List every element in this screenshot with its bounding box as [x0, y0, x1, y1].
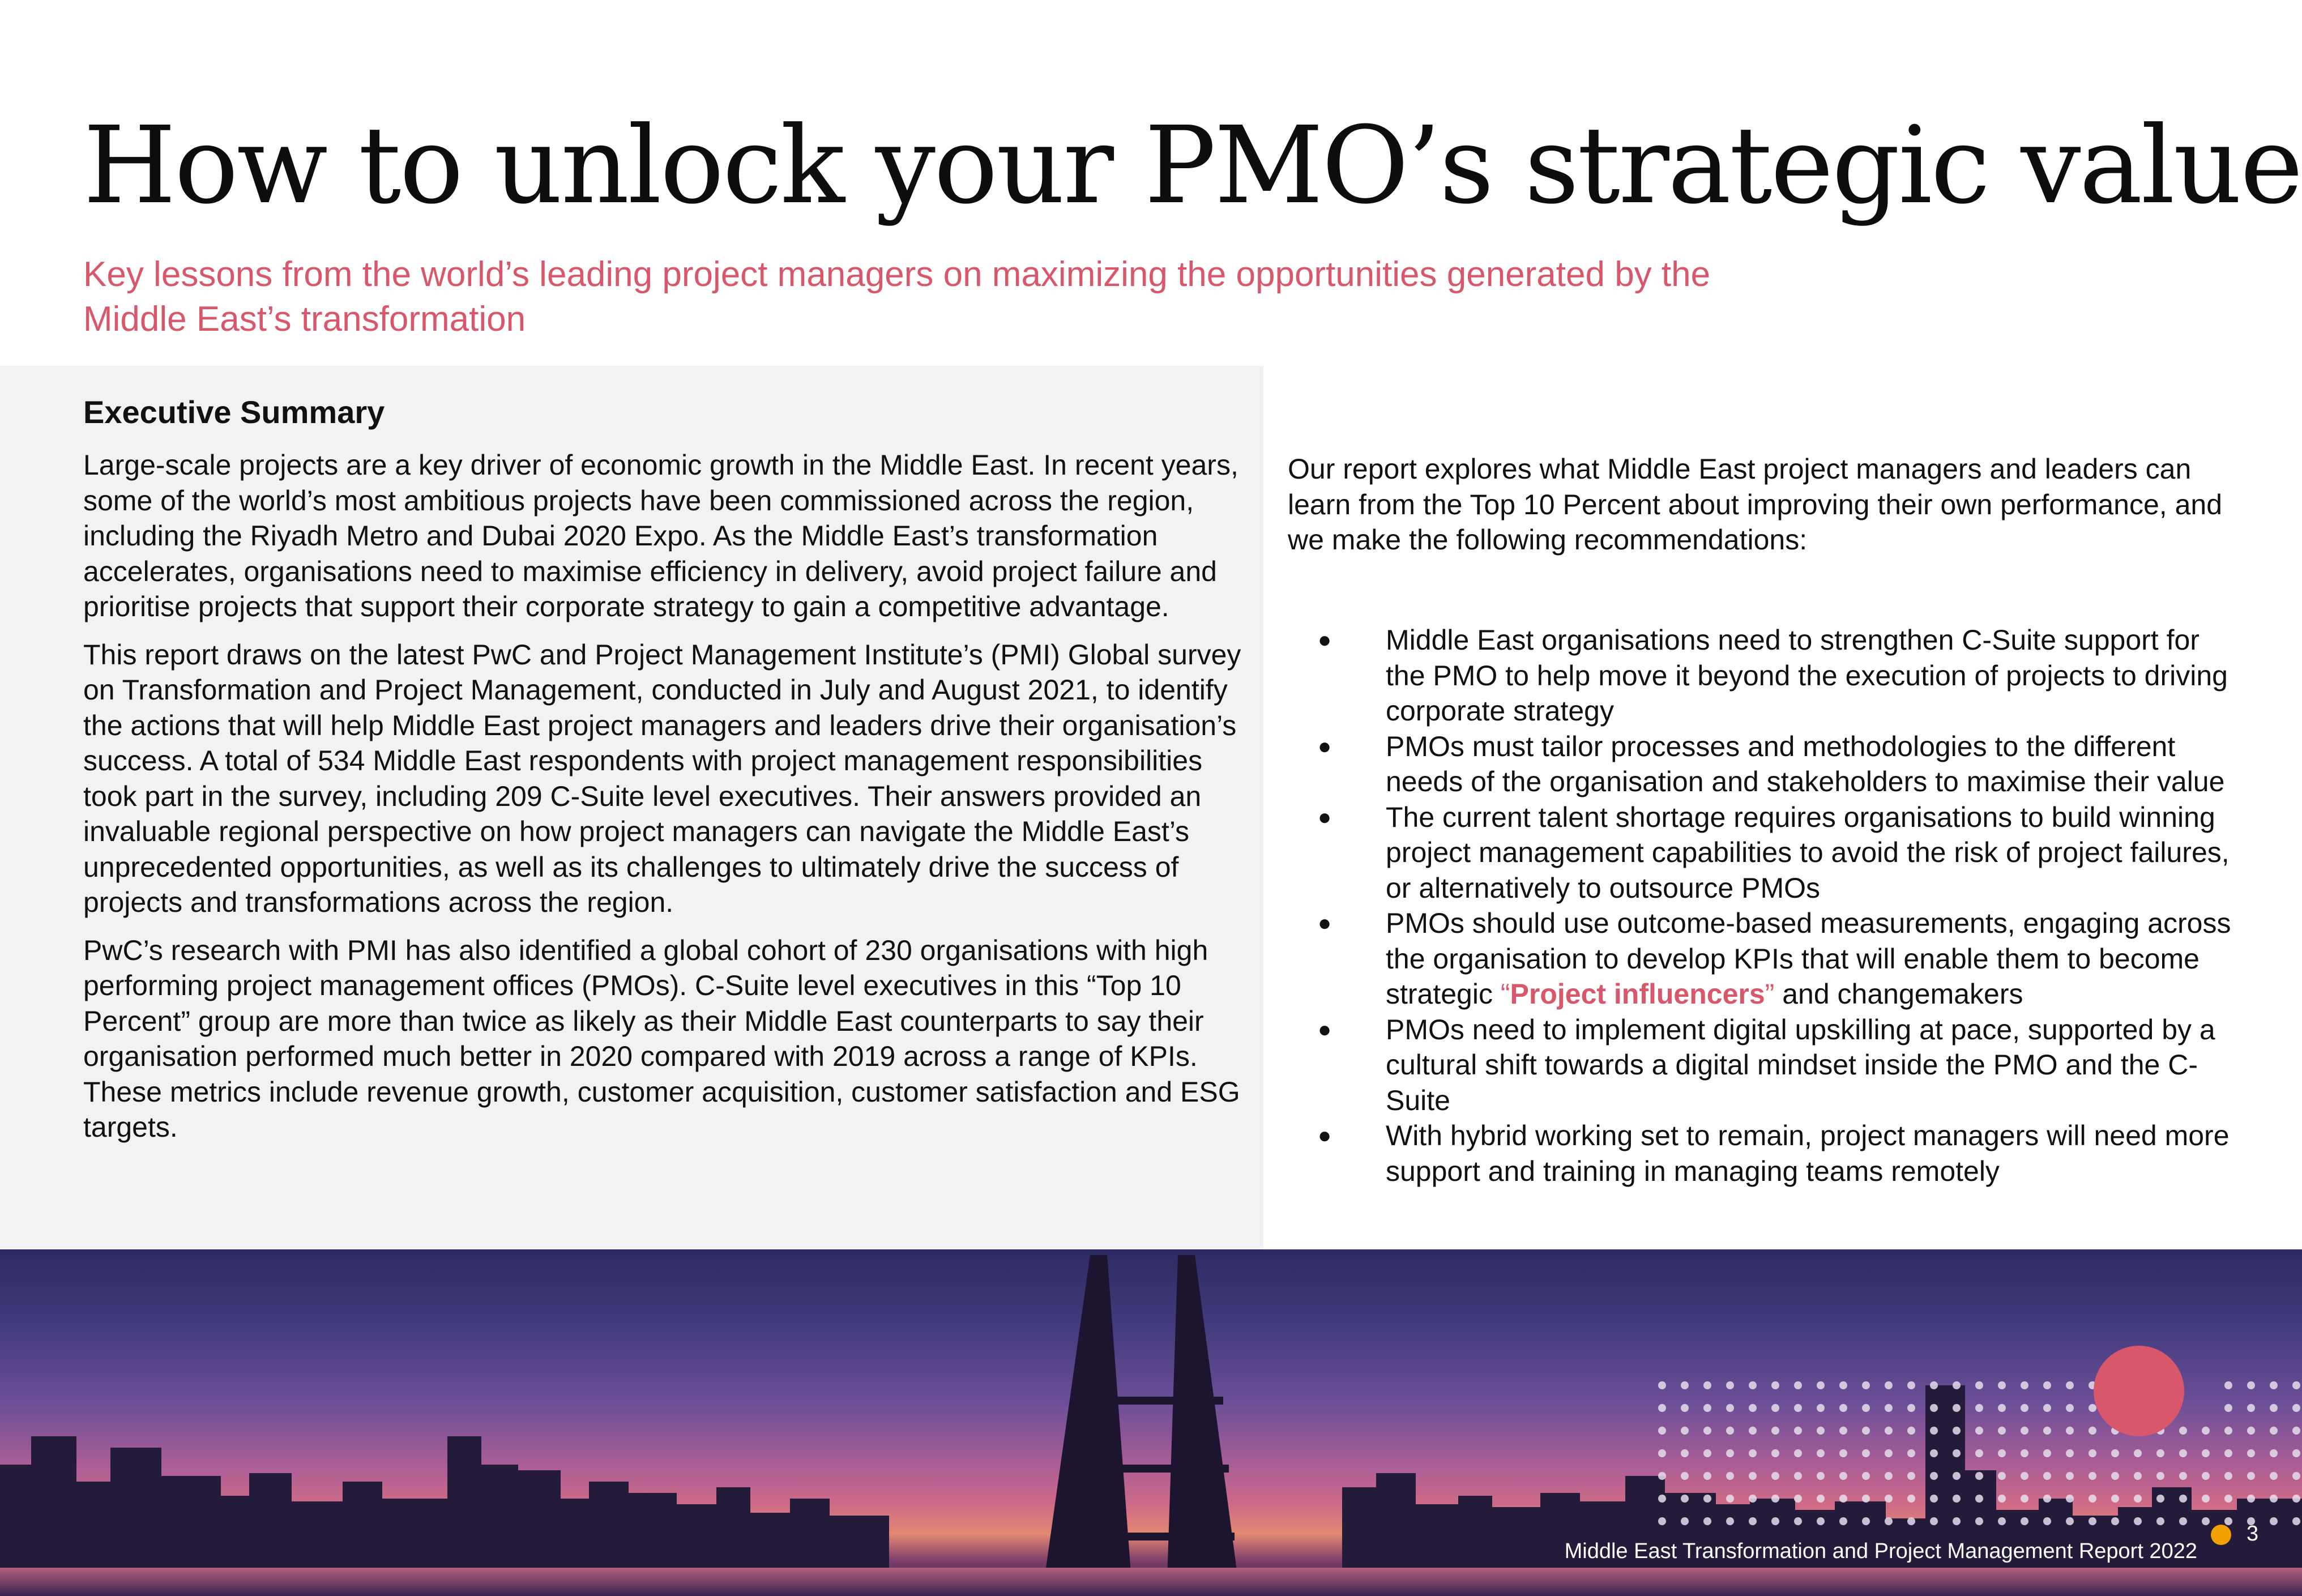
executive-summary-body — [83, 447, 1244, 1158]
recommendations-list — [1318, 622, 2247, 1189]
page-subtitle: Key lessons from the world’s leading project managers on maximizing the opportunities generated by the Middle East’s transformation — [83, 255, 1711, 339]
bullet-icon: ● — [1318, 911, 1332, 936]
city-buildings — [0, 1385, 2302, 1596]
recommendations-intro: Our report explores what Middle East project managers and leaders can learn from the Top 10 Percent about improving their own performance, and we make the following recommendations: — [1288, 453, 2222, 556]
recommendation-item — [1318, 800, 2247, 906]
highlight-open-quote: “ — [1500, 978, 1510, 1010]
summary-paragraph: Large-scale projects are a key driver of economic growth in the Middle East. In recent years, some of the world’s most ambitious projects have been commissioned across the region, including the Riyadh Metro and Dubai 2020 Expo. As the Middle East’s transformation accelerates, organisations need to maximise efficiency in delivery, avoid project failure and prioritise projects that support their corporate strategy to gain a competitive advantage. — [83, 449, 1238, 622]
page-number: 3 — [2247, 1522, 2259, 1546]
recommendation-text: With hybrid working set to remain, project managers will need more support and training in managing teams remotely — [1386, 1120, 2230, 1187]
recommendation-text: The current talent shortage requires organisations to build winning project management capabilities to avoid the risk of project failures, or alternatively to outsource PMOs — [1386, 801, 2230, 904]
recommendation-text: PMOs should use outcome-based measurements, engaging across the organisation to develop KPIs that will enable them to become strategic — [1386, 907, 2231, 1010]
bullet-icon: ● — [1318, 733, 1332, 759]
highlight-text: Project influencers — [1510, 978, 1765, 1010]
footer-report-title: Middle East Transformation and Project Management Report 2022 — [1564, 1539, 2197, 1563]
recommendation-text: PMOs need to implement digital upskilling at pace, supported by a cultural shift towards a digital mindset inside the PMO and the C-Suite — [1386, 1013, 2215, 1116]
recommendation-item — [1318, 906, 2247, 1012]
recommendations-intro-block — [1288, 451, 2250, 558]
bullet-icon: ● — [1318, 1017, 1332, 1042]
water-reflection — [0, 1568, 2302, 1596]
footer-dot-icon — [2211, 1525, 2231, 1545]
recommendation-text-after: and changemakers — [1774, 978, 2023, 1010]
recommendation-item — [1318, 729, 2247, 800]
highlight-project-influencers — [1501, 978, 1774, 1010]
bullet-icon: ● — [1318, 628, 1332, 652]
recommendation-item — [1318, 1012, 2247, 1119]
bullet-icon: ● — [1318, 1123, 1332, 1148]
bullet-icon: ● — [1318, 804, 1332, 830]
recommendation-item — [1318, 622, 2247, 729]
twin-towers — [1042, 1255, 1240, 1596]
recommendation-text: Middle East organisations need to strengthen C-Suite support for the PMO to help move it beyond the execution of projects to driving corporate strategy — [1386, 624, 2228, 727]
summary-paragraph: This report draws on the latest PwC and Project Management Institute’s (PMI) Global survey on Transformation and Project Management, conducted in July and August 2021, to identify the actions that will help Middle East project managers and leaders drive their organisation’s success. A total of 534 Middle East respondents with project management responsibilities took part in the survey, including 209 C-Suite level executives. Their answers provided an invaluable regional perspective on how project managers can navigate the Middle East’s unprecedented opportunities, as well as its challenges to ultimately drive the success of projects and transformations across the region. — [83, 638, 1241, 918]
recommendation-text: PMOs must tailor processes and methodologies to the different needs of the organisation and stakeholders to maximise their value — [1386, 730, 2225, 797]
accent-circle — [2094, 1346, 2184, 1436]
executive-summary-heading: Executive Summary — [83, 394, 385, 430]
page-title: How to unlock your PMO’s strategic value — [83, 104, 2302, 228]
highlight-close-quote: ” — [1765, 978, 1775, 1010]
recommendation-item — [1318, 1118, 2247, 1189]
summary-paragraph: PwC’s research with PMI has also identified a global cohort of 230 organisations with high performing project management offices (PMOs). C-Suite level executives in this “Top 10 Percent” group are more than twice as likely as their Middle East counterparts to say their organisation performed much better in 2020 compared with 2019 across a range of KPIs. These metrics include revenue growth, customer acquisition, customer satisfaction and ESG targets. — [83, 934, 1240, 1143]
